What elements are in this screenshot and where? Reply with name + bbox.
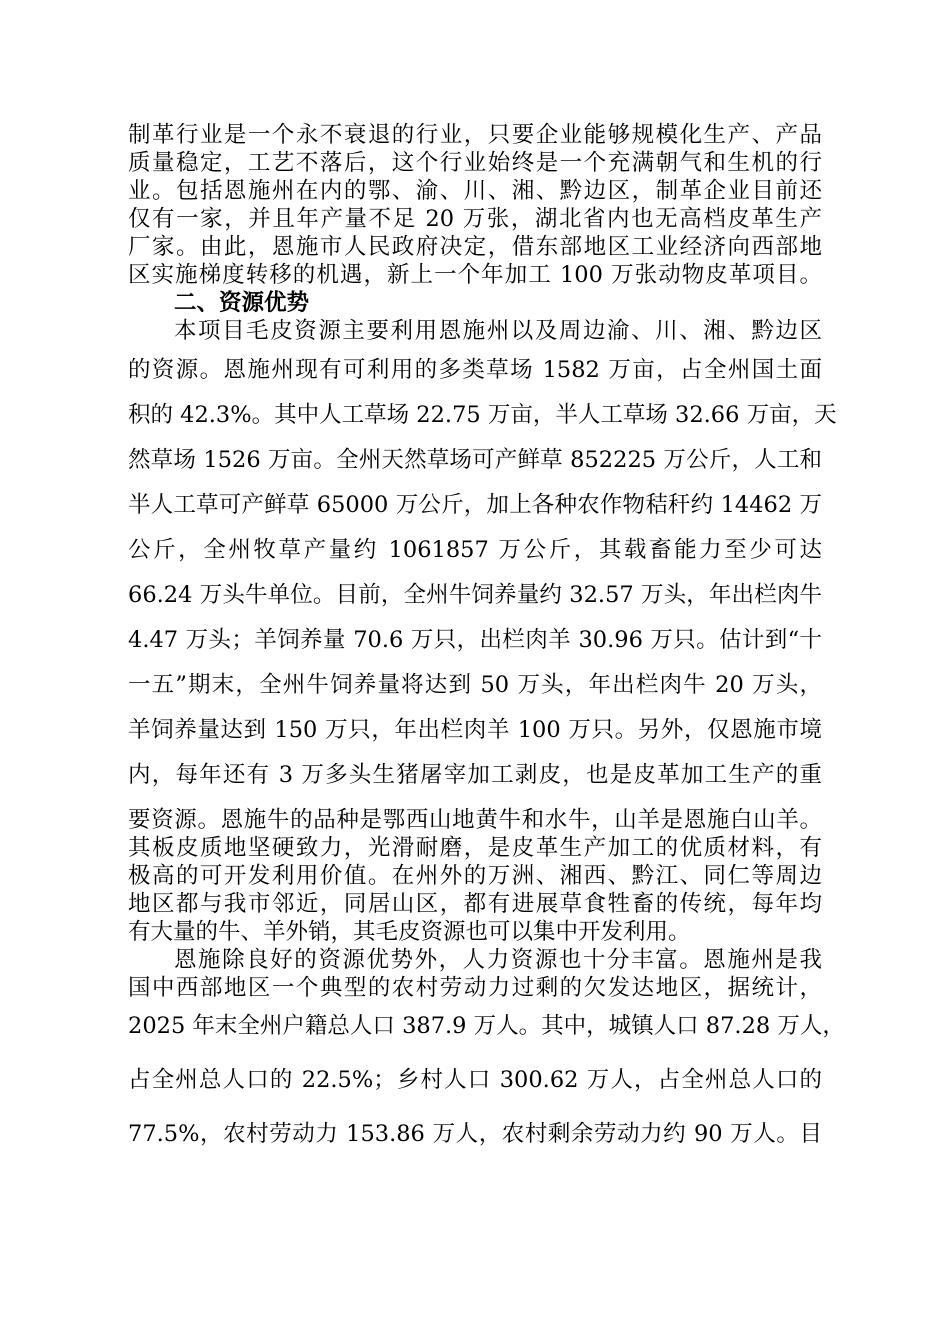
text-line: 然草场 1526 万亩。全州天然草场可产鲜草 852225 万公斤，人工和 bbox=[128, 447, 822, 473]
text-line: 2025 年末全州户籍总人口 387.9 万人。其中，城镇人口 87.28 万人， bbox=[128, 1013, 845, 1039]
text-line: 其板皮质地坚硬致力，光滑耐磨，是皮革生产加工的优质材料，有 bbox=[128, 835, 822, 861]
text-line: 半人工草可产鲜草 65000 万公斤，加上各种农作物秸秆约 14462 万 bbox=[128, 492, 822, 518]
text-line: 占全州总人口的 22.5%；乡村人口 300.62 万人，占全州总人口的 bbox=[128, 1067, 822, 1093]
text-line: 4.47 万头；羊饲养量 70.6 万只，出栏肉羊 30.96 万只。估计到“十 bbox=[128, 627, 822, 653]
text-line: 的资源。恩施州现有可利用的多类草场 1582 万亩，占全州国土面 bbox=[128, 357, 822, 383]
text-line: 恩施除良好的资源优势外，人力资源也十分丰富。恩施州是我 bbox=[174, 947, 822, 973]
text-line: 一五”期末，全州牛饲养量将达到 50 万头，年出栏肉牛 20 万头， bbox=[128, 672, 822, 698]
text-line: 仅有一家，并且年产量不足 20 万张，湖北省内也无高档皮革生产 bbox=[128, 206, 822, 232]
text-line: 质量稳定，工艺不落后，这个行业始终是一个充满朝气和生机的行 bbox=[128, 150, 822, 176]
text-line: 制革行业是一个永不衰退的行业，只要企业能够规模化生产、产品 bbox=[128, 122, 822, 148]
text-line: 积的 42.3%。其中人工草场 22.75 万亩，半人工草场 32.66 万亩，天 bbox=[128, 402, 837, 428]
text-line: 地区都与我市邻近，同居山区，都有进展草食牲畜的传统，每年均 bbox=[128, 891, 822, 917]
text-line: 羊饲养量达到 150 万只，年出栏肉羊 100 万只。另外，仅恩施市境 bbox=[128, 717, 822, 743]
text-line: 区实施梯度转移的机遇，新上一个年加工 100 万张动物皮革项目。 bbox=[128, 262, 822, 288]
text-line: 国中西部地区一个典型的农村劳动力过剩的欠发达地区，据统计， bbox=[128, 975, 822, 1001]
text-line: 公斤，全州牧草产量约 1061857 万公斤，其载畜能力至少可达 bbox=[128, 537, 822, 563]
text-line: 极高的可开发利用价值。在州外的万洲、湘西、黔江、同仁等周边 bbox=[128, 863, 822, 889]
text-line: 有大量的牛、羊外销，其毛皮资源也可以集中开发利用。 bbox=[128, 919, 691, 945]
text-line: 厂家。由此，恩施市人民政府决定，借东部地区工业经济向西部地 bbox=[128, 234, 822, 260]
text-line: 66.24 万头牛单位。目前，全州牛饲养量约 32.57 万头，年出栏肉牛 bbox=[128, 582, 822, 608]
text-line: 本项目毛皮资源主要利用恩施州以及周边渝、川、湘、黔边区 bbox=[174, 318, 822, 344]
text-line: 77.5%，农村劳动力 153.86 万人，农村剩余劳动力约 90 万人。目 bbox=[128, 1121, 822, 1147]
text-line: 要资源。恩施牛的品种是鄂西山地黄牛和水牛，山羊是恩施白山羊。 bbox=[128, 807, 822, 833]
text-line: 业。包括恩施州在内的鄂、渝、川、湘、黔边区，制革企业目前还 bbox=[128, 178, 822, 204]
text-line: 内，每年还有 3 万多头生猪屠宰加工剥皮，也是皮革加工生产的重 bbox=[128, 762, 822, 788]
section-heading: 二、资源优势 bbox=[174, 290, 310, 316]
